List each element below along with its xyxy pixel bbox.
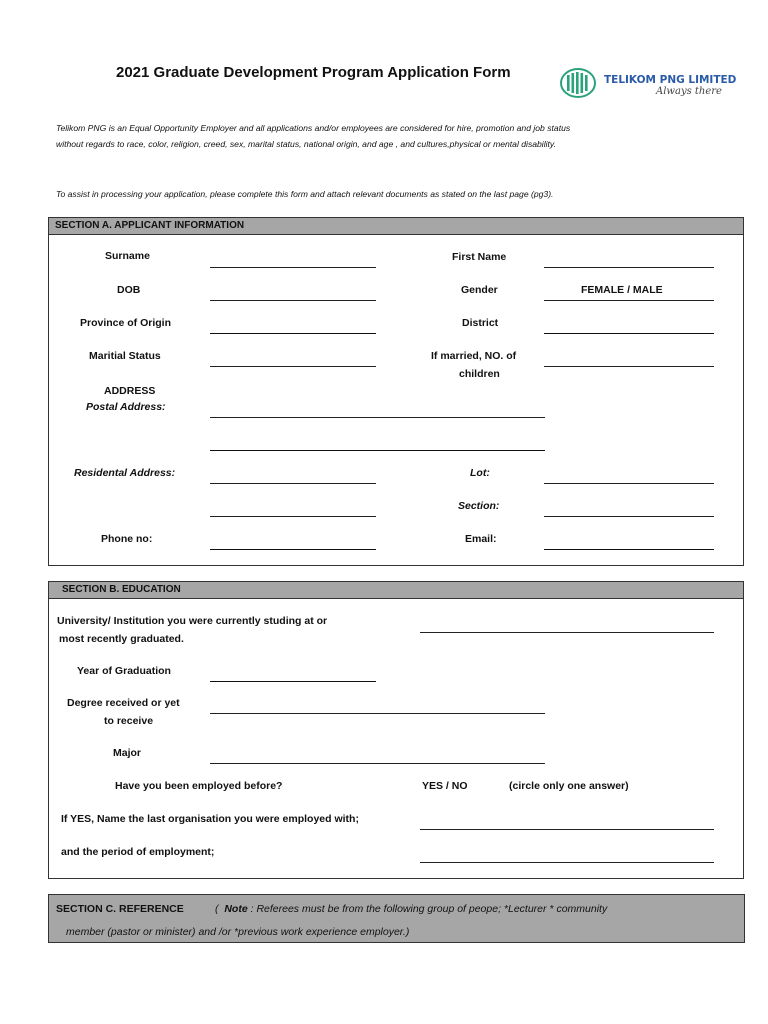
major-field[interactable] (210, 763, 545, 764)
note-open-paren: ( (215, 903, 219, 915)
major-label: Major (113, 747, 142, 759)
degree-label-line2: to receive (104, 715, 154, 727)
section-b-title: SECTION B. EDUCATION (62, 584, 181, 595)
postal-address-field-2[interactable] (210, 450, 545, 451)
email-label: Email: (465, 533, 497, 545)
last-organisation-field[interactable] (420, 829, 714, 830)
year-of-graduation-label: Year of Graduation (77, 665, 171, 677)
university-label-line1: University/ Institution you were currently studing at or (57, 615, 328, 627)
dob-field[interactable] (210, 300, 376, 301)
section-label: Section: (458, 500, 500, 512)
lot-field[interactable] (544, 483, 714, 484)
note-label: Note (224, 903, 248, 915)
residential-address-label: Residental Address: (74, 467, 176, 479)
university-field[interactable] (420, 632, 714, 633)
district-field[interactable] (544, 333, 714, 334)
gender-label: Gender (461, 284, 498, 296)
intro-line-2: without regards to race, color, religion, creed, sex, marital status, national origin, and age , and cultures,physical or mental disability. (56, 139, 556, 149)
surname-label: Surname (105, 250, 150, 262)
marital-status-field[interactable] (210, 366, 376, 367)
lot-label: Lot: (470, 467, 490, 479)
section-b-education (48, 581, 744, 879)
logo-company-name: TELIKOM PNG LIMITED (604, 74, 737, 86)
year-of-graduation-field[interactable] (210, 681, 376, 682)
postal-address-label: Postal Address: (86, 401, 166, 413)
telikom-logo (558, 66, 748, 102)
logo-tagline: Always there (656, 86, 722, 97)
children-label-line1: If married, NO. of (431, 350, 517, 362)
district-label: District (462, 317, 499, 329)
section-c-note-line2: member (pastor or minister) and /or *previous work experience employer.) (66, 926, 410, 938)
section-a-title: SECTION A. APPLICANT INFORMATION (55, 220, 245, 231)
dob-label: DOB (117, 284, 141, 296)
telikom-emblem-icon (558, 66, 598, 100)
section-c-note-line1 (215, 903, 607, 915)
degree-label-line1: Degree received or yet (67, 697, 180, 709)
university-label-line2: most recently graduated. (59, 633, 184, 645)
intro-line-1: Telikom PNG is an Equal Opportunity Employer and all applications and/or employees are considered for hire, promotion and job status (56, 123, 571, 133)
phone-field[interactable] (210, 549, 376, 550)
email-field[interactable] (544, 549, 714, 550)
gender-field[interactable] (544, 300, 714, 301)
last-organisation-label: If YES, Name the last organisation you were employed with; (61, 813, 359, 825)
residential-address-field-2[interactable] (210, 516, 376, 517)
note-text: : Referees must be from the following group of peope; *Lecturer * community (247, 903, 608, 915)
address-label: ADDRESS (104, 385, 156, 397)
gender-options[interactable]: FEMALE / MALE (581, 284, 663, 296)
children-field[interactable] (544, 366, 714, 367)
circle-instruction: (circle only one answer) (509, 780, 629, 792)
section-a-applicant-information (48, 217, 744, 566)
employed-before-label: Have you been employed before? (115, 780, 283, 792)
page-title: 2021 Graduate Development Program Application Form (116, 64, 511, 81)
province-field[interactable] (210, 333, 376, 334)
section-a-heading (49, 218, 743, 235)
first-name-label: First Name (452, 251, 507, 263)
section-field[interactable] (544, 516, 714, 517)
marital-status-label: Maritial Status (89, 350, 161, 362)
postal-address-field-1[interactable] (210, 417, 545, 418)
section-b-heading (49, 582, 743, 599)
residential-address-field-1[interactable] (210, 483, 376, 484)
degree-field[interactable] (210, 713, 545, 714)
yes-no-options[interactable]: YES / NO (422, 780, 468, 792)
first-name-field[interactable] (544, 267, 714, 268)
employment-period-label: and the period of employment; (61, 846, 215, 858)
instructions-text: To assist in processing your application, please complete this form and attach relevant documents as stated on the last page (pg3). (56, 189, 554, 199)
employment-period-field[interactable] (420, 862, 714, 863)
section-c-title: SECTION C. REFERENCE (56, 903, 184, 915)
section-c-reference (48, 894, 745, 943)
phone-label: Phone no: (101, 533, 153, 545)
province-of-origin-label: Province of Origin (80, 317, 172, 329)
intro-paragraph (56, 120, 570, 152)
surname-field[interactable] (210, 267, 376, 268)
children-label-line2: children (459, 368, 500, 380)
